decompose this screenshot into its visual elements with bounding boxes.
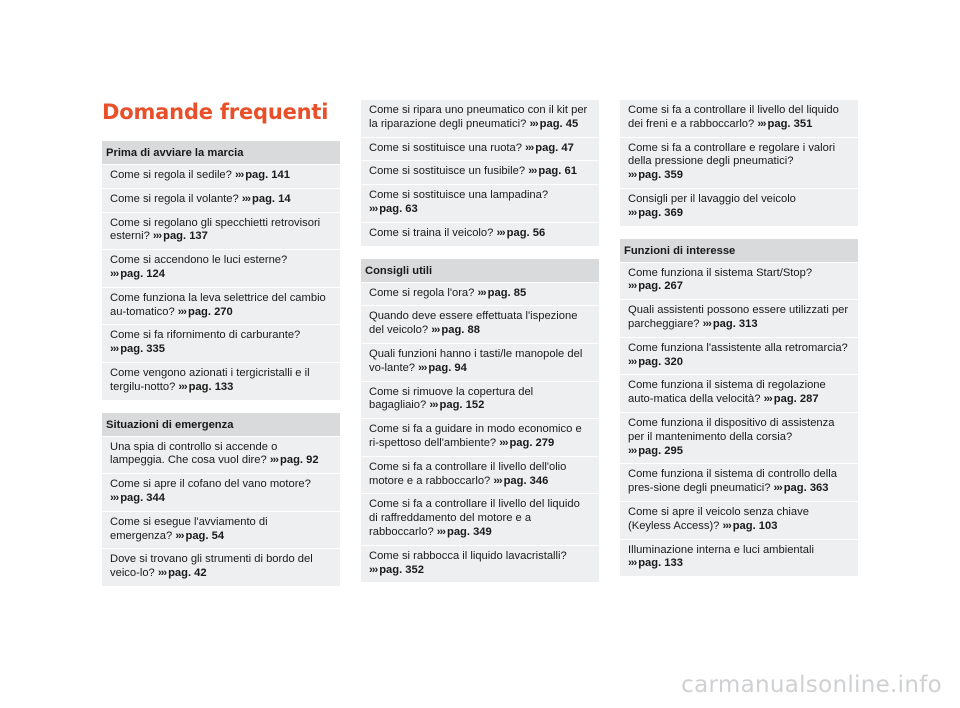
triple-chevron-icon: ››› (431, 324, 440, 337)
faq-item[interactable] (102, 165, 340, 188)
triple-chevron-icon: ››› (628, 355, 637, 368)
page-reference-link[interactable] (178, 381, 233, 393)
triple-chevron-icon: ››› (241, 192, 251, 205)
page-number: pag. 47 (535, 141, 574, 154)
faq-question: Una spia di controllo si accende o lampeggia. Che cosa vuol dire? (110, 440, 278, 467)
triple-chevron-icon: ››› (628, 206, 637, 219)
page-reference-link[interactable] (703, 318, 758, 330)
faq-question: Quando deve essere effettuata l'ispezione del veicolo? (369, 310, 578, 337)
faq-list (620, 263, 858, 577)
triple-chevron-icon: ››› (525, 141, 534, 154)
page-reference-link[interactable] (628, 280, 683, 292)
page-reference-link[interactable] (528, 165, 577, 177)
faq-question: Quali assistenti possono essere utilizzati per parcheggiare? (628, 304, 849, 330)
faq-list (361, 100, 599, 246)
faq-item[interactable] (361, 419, 599, 456)
faq-question: Come si regola il sedile? (110, 169, 232, 181)
faq-item[interactable] (361, 494, 599, 544)
faq-item[interactable] (620, 189, 858, 226)
faq-question: Come si sostituisce un fusibile? (369, 165, 526, 178)
page-number: pag. 92 (280, 454, 319, 467)
faq-question: Come funziona il sistema di regolazione auto-matica della velocità? (628, 379, 826, 406)
faq-question: Come funziona la leva selettrice del cambio au-tomatico? (110, 291, 326, 318)
faq-question: Come si rabbocca il liquido lavacristalli? (369, 549, 567, 562)
page-number: pag. 42 (168, 567, 207, 580)
page-number: pag. 346 (503, 474, 549, 487)
faq-question: Come si regolano gli specchietti retrovisori esterni? (110, 216, 321, 243)
faq-item[interactable] (361, 344, 599, 381)
faq-question: Come si traina il veicolo? (369, 226, 494, 239)
page-number: pag. 124 (120, 267, 165, 280)
page-reference-link[interactable] (175, 530, 224, 542)
page-reference-link[interactable] (235, 169, 290, 181)
triple-chevron-icon: ››› (178, 380, 187, 393)
page-reference-link[interactable] (529, 118, 578, 130)
triple-chevron-icon: ››› (757, 117, 766, 130)
faq-question: Come si regola il volante? (110, 192, 239, 205)
faq-question: Come si accendono le luci esterne? (110, 254, 288, 267)
page-number: pag. 88 (441, 324, 480, 337)
page-reference-link[interactable] (764, 393, 819, 405)
faq-item[interactable] (361, 546, 599, 583)
faq-item[interactable] (361, 306, 599, 343)
column-right (620, 100, 858, 577)
faq-question: Come si fa a controllare e regolare i valori della pressione degli pneumatici? (628, 141, 836, 168)
page-number: pag. 320 (638, 355, 683, 368)
page-reference-link[interactable] (369, 564, 424, 576)
page-number: pag. 54 (185, 529, 225, 542)
faq-question: Come si apre il veicolo senza chiave (Keyless Access)? (628, 505, 809, 532)
page-reference-link[interactable] (242, 193, 291, 205)
page-number: pag. 85 (487, 286, 527, 299)
page-number: pag. 279 (509, 436, 555, 449)
page-reference-link[interactable] (723, 520, 778, 532)
faq-item[interactable] (361, 223, 599, 246)
section-heading: Situazioni di emergenza (102, 413, 340, 436)
triple-chevron-icon: ››› (529, 117, 538, 130)
triple-chevron-icon: ››› (628, 280, 637, 293)
triple-chevron-icon: ››› (436, 525, 445, 538)
faq-item[interactable] (102, 512, 340, 549)
faq-item[interactable] (361, 100, 599, 137)
page-reference-link[interactable] (477, 287, 526, 299)
triple-chevron-icon: ››› (235, 169, 244, 181)
triple-chevron-icon: ››› (369, 202, 378, 215)
faq-item[interactable] (620, 413, 858, 463)
triple-chevron-icon: ››› (493, 474, 502, 487)
page-number: pag. 56 (506, 226, 546, 239)
page-number: pag. 137 (163, 230, 208, 243)
triple-chevron-icon: ››› (418, 361, 427, 374)
page-number: pag. 103 (732, 519, 778, 532)
watermark: carmanualsonline.info (681, 672, 942, 698)
triple-chevron-icon: ››› (175, 529, 184, 542)
triple-chevron-icon: ››› (628, 169, 637, 182)
faq-question: Come si regola l'ora? (369, 286, 475, 299)
triple-chevron-icon: ››› (152, 230, 162, 243)
page-number: pag. 133 (638, 557, 683, 570)
page-number: pag. 287 (773, 393, 819, 406)
page-reference-link[interactable] (628, 557, 683, 569)
page-reference-link[interactable] (525, 142, 574, 154)
page-reference-link[interactable] (628, 169, 683, 181)
page-reference-link[interactable] (178, 306, 233, 318)
page-number: pag. 45 (539, 117, 579, 130)
triple-chevron-icon: ››› (110, 267, 119, 280)
faq-item[interactable] (102, 189, 340, 212)
page-number: pag. 133 (188, 380, 234, 393)
faq-question: Dove si trovano gli strumenti di bordo del veico-lo? (110, 553, 313, 580)
faq-question: Come si sostituisce una lampadina? (369, 189, 549, 202)
faq-item[interactable] (102, 474, 340, 511)
faq-question: Come si esegue l'avviamento di emergenza? (110, 515, 268, 542)
page-number: pag. 141 (245, 169, 290, 181)
page-number: pag. 270 (187, 305, 233, 318)
faq-item[interactable] (620, 464, 858, 501)
faq-item[interactable] (361, 283, 599, 306)
triple-chevron-icon: ››› (269, 454, 279, 467)
faq-question: Come si fa rifornimento di carburante? (110, 329, 301, 342)
faq-list (102, 437, 340, 586)
triple-chevron-icon: ››› (110, 491, 119, 504)
faq-question: Come si fa a controllare il livello del liquido dei freni e a rabboccarlo? (628, 104, 839, 130)
page-reference-link[interactable] (628, 356, 683, 368)
faq-item[interactable] (620, 263, 858, 300)
page-number: pag. 352 (379, 563, 424, 576)
triple-chevron-icon: ››› (496, 226, 505, 239)
faq-item[interactable] (620, 540, 858, 577)
page-reference-link[interactable] (757, 118, 812, 130)
faq-question: Come si ripara uno pneumatico con il kit per la riparazione degli pneumatici? (369, 104, 588, 130)
faq-question: Come si fa a controllare il livello del liquido di raffreddamento del motore e a rabboccarlo? (369, 498, 580, 538)
page-reference-link[interactable] (774, 482, 829, 494)
page-reference-link[interactable] (270, 454, 319, 466)
page-reference-link[interactable] (496, 227, 545, 239)
faq-question: Come si fa a guidare in modo economico e ri-spettoso dell'ambiente? (369, 423, 582, 449)
triple-chevron-icon: ››› (628, 444, 637, 457)
faq-question: Consigli per il lavaggio del veicolo (628, 192, 796, 205)
page-reference-link[interactable] (493, 475, 548, 487)
page-number: pag. 94 (428, 361, 467, 374)
faq-item[interactable] (361, 138, 599, 161)
page-number: pag. 61 (538, 165, 577, 178)
faq-item[interactable] (102, 325, 340, 362)
section-heading: Funzioni di interesse (620, 239, 858, 262)
page-reference-link[interactable] (628, 207, 683, 219)
faq-item[interactable] (361, 457, 599, 494)
faq-item[interactable] (620, 300, 858, 337)
faq-question: Come funziona il sistema Start/Stop? (628, 266, 813, 279)
triple-chevron-icon: ››› (177, 305, 186, 318)
section-heading: Prima di avviare la marcia (102, 141, 340, 164)
faq-item[interactable] (620, 100, 858, 137)
faq-item[interactable] (620, 502, 858, 539)
page-reference-link[interactable] (499, 437, 554, 449)
triple-chevron-icon: ››› (110, 343, 119, 356)
triple-chevron-icon: ››› (528, 165, 537, 178)
faq-item[interactable] (102, 363, 340, 400)
triple-chevron-icon: ››› (722, 519, 731, 532)
faq-question: Come funziona il dispositivo di assistenza per il mantenimento della corsia? (628, 416, 835, 443)
page-number: pag. 359 (638, 169, 683, 182)
triple-chevron-icon: ››› (628, 557, 637, 570)
page-number: pag. 349 (446, 525, 492, 538)
triple-chevron-icon: ››› (369, 563, 378, 576)
faq-question: Come vengono azionati i tergicristalli e il tergilu-notto? (110, 366, 310, 393)
page-number: pag. 267 (638, 280, 683, 293)
page-number: pag. 335 (120, 343, 165, 356)
page-number: pag. 295 (638, 444, 683, 457)
faq-list (620, 100, 858, 226)
page-number: pag. 344 (120, 491, 165, 504)
faq-item[interactable] (361, 161, 599, 184)
column-middle (361, 100, 599, 583)
faq-item[interactable] (620, 375, 858, 412)
faq-question: Come si sostituisce una ruota? (369, 141, 522, 154)
column-left (102, 141, 340, 587)
faq-question: Come funziona il sistema di controllo della pres-sione degli pneumatici? (628, 468, 837, 495)
faq-item[interactable] (102, 549, 340, 586)
faq-item[interactable] (620, 338, 858, 375)
triple-chevron-icon: ››› (157, 567, 167, 580)
faq-item[interactable] (102, 250, 340, 287)
page-number: pag. 351 (767, 117, 813, 130)
faq-item[interactable] (102, 213, 340, 250)
triple-chevron-icon: ››› (763, 393, 772, 406)
faq-item[interactable] (361, 382, 599, 419)
page-title: Domande frequenti (102, 100, 329, 124)
triple-chevron-icon: ››› (702, 317, 711, 330)
page-number: pag. 313 (712, 317, 758, 330)
triple-chevron-icon: ››› (477, 286, 486, 299)
faq-item[interactable] (361, 185, 599, 222)
triple-chevron-icon: ››› (773, 482, 782, 495)
triple-chevron-icon: ››› (429, 399, 438, 412)
page-reference-link[interactable] (369, 203, 418, 215)
page-number: pag. 63 (379, 202, 418, 215)
section-heading: Consigli utili (361, 259, 599, 282)
page-reference-link[interactable] (437, 526, 492, 538)
page-number: pag. 363 (783, 482, 829, 495)
page-reference-link[interactable] (110, 343, 165, 355)
faq-question: Come si rimuove la copertura del bagagliaio? (369, 385, 534, 412)
faq-question: Illuminazione interna e luci ambientali (628, 543, 814, 556)
faq-list (102, 165, 340, 400)
faq-list (361, 283, 599, 583)
page-reference-link[interactable] (158, 567, 207, 579)
faq-question: Quali funzioni hanno i tasti/le manopole del vo-lante? (369, 347, 583, 374)
page-number: pag. 369 (638, 206, 683, 219)
page-reference-link[interactable] (110, 268, 165, 280)
faq-question: Come si apre il cofano del vano motore? (110, 478, 311, 491)
page-reference-link[interactable] (110, 492, 165, 504)
faq-question: Come si fa a controllare il livello dell'olio motore e a rabboccarlo? (369, 460, 567, 487)
faq-item[interactable] (620, 138, 858, 188)
faq-question: Come funziona l'assistente alla retromarcia? (628, 341, 848, 354)
triple-chevron-icon: ››› (499, 436, 508, 449)
page-reference-link[interactable] (431, 324, 480, 336)
page-number: pag. 14 (252, 192, 291, 205)
page-reference-link[interactable] (418, 362, 467, 374)
page-reference-link[interactable] (628, 445, 683, 457)
page-number: pag. 152 (439, 399, 485, 412)
page-reference-link[interactable] (153, 230, 208, 242)
faq-item[interactable] (102, 288, 340, 325)
page-reference-link[interactable] (429, 399, 484, 411)
faq-item[interactable] (102, 437, 340, 474)
